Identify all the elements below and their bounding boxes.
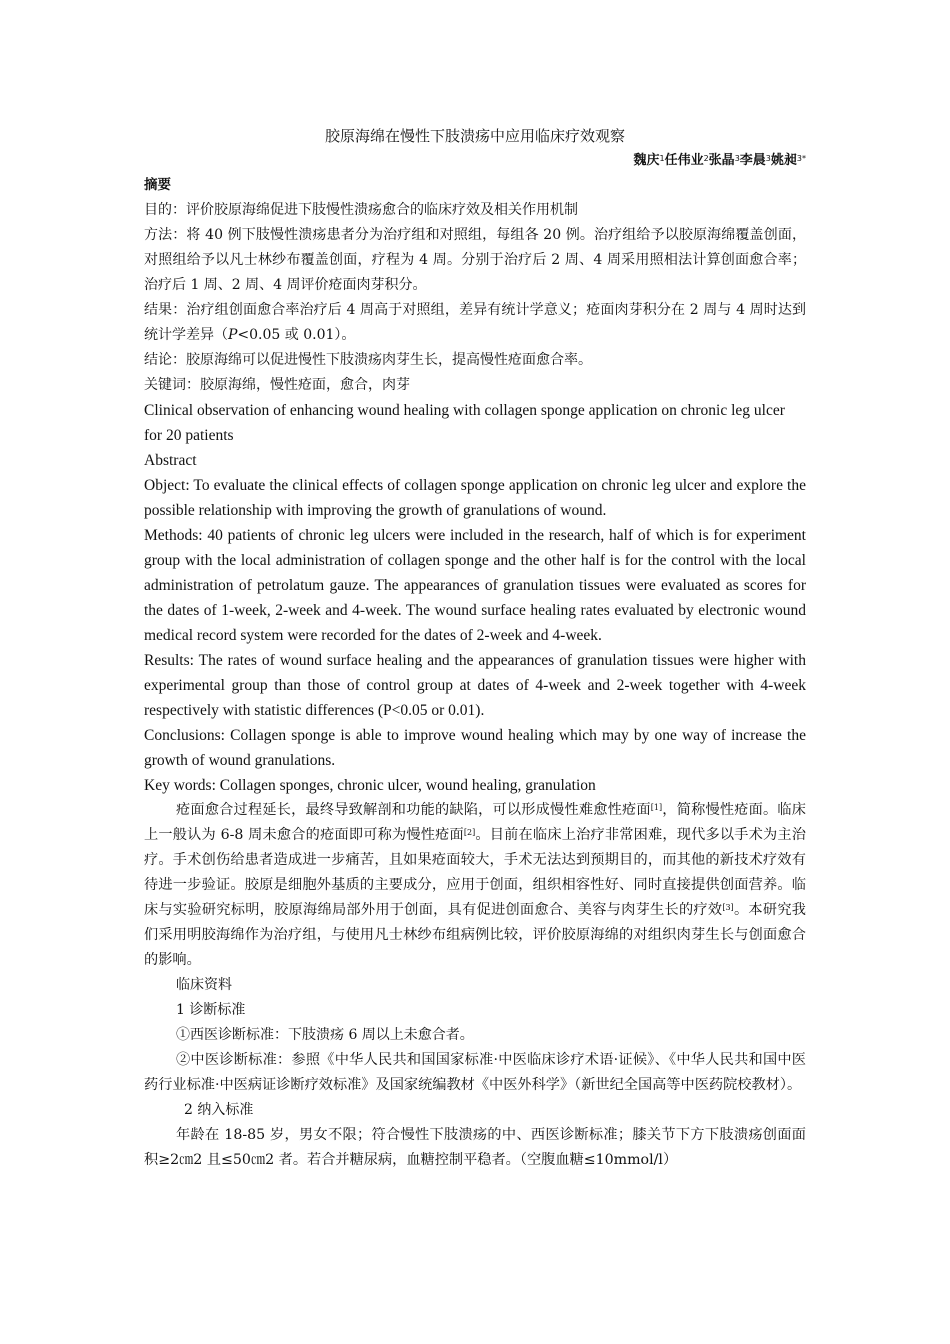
diagnosis-heading: 1 诊断标准 xyxy=(176,1002,246,1018)
abstract-cn-methods: 方法：将 40 例下肢慢性溃疡患者分为治疗组和对照组，每组各 20 例。治疗组给予以胶原海绵覆盖创面，对照组给予以凡士林纱布覆盖创面，疗程为 4 周。分别于治疗后 2 周、4 周采用照相法计算创面愈合率；治疗后 1 周、2 周、4 周评价疮面肉芽积分。 xyxy=(144,227,806,293)
abstract-en-object: Object: To evaluate the clinical effects of collagen sponge application on chronic leg ulcer and explore the possible relationship with improving the growth of granulations of wound. xyxy=(144,477,806,519)
author-affiliation: 3 xyxy=(734,154,740,163)
author-name: 李晨 xyxy=(739,153,766,168)
author-name: 任伟业 xyxy=(664,153,704,168)
diagnosis-western: ①西医诊断标准：下肢溃疡 6 周以上未愈合者。 xyxy=(176,1027,474,1043)
inclusion-text: 年龄在 18-85 岁，男女不限；符合慢性下肢溃疡的中、西医诊断标准；膝关节下方下肢溃疡创面面积≥2㎝2 且≤50㎝2 者。若合并糖尿病，血糖控制平稳者。（空腹血糖≤10mmol/l） xyxy=(144,1127,806,1168)
author-affiliation: 3 xyxy=(765,154,771,163)
abstract-cn-keywords: 关键词：胶原海绵，慢性疮面，愈合，肉芽 xyxy=(144,377,410,393)
abstract-en-keywords: Key words: Collagen sponges, chronic ulcer, wound healing, granulation xyxy=(144,777,596,794)
paper-title: 胶原海绵在慢性下肢溃疡中应用临床疗效观察 xyxy=(324,127,625,145)
abstract-en-conclusions: Conclusions: Collagen sponge is able to improve wound healing which may by one way of increase the growth of wound granulations. xyxy=(144,727,806,769)
inclusion-heading: 2 纳入标准 xyxy=(184,1102,254,1118)
english-title: Clinical observation of enhancing wound healing with collagen sponge application on chronic leg ulcer for 20 patients xyxy=(144,402,785,444)
abstract-cn-results xyxy=(144,298,806,348)
author-affiliation: 3* xyxy=(796,154,806,163)
citation-ref: [1] xyxy=(650,803,663,812)
author-affiliation: 2 xyxy=(703,154,709,163)
intro-text: ，简称慢性疮面。临床上一般认为 6-8 周未愈合的疮面即可称为慢性疮面 xyxy=(144,802,806,843)
abstract-cn-heading: 摘要 xyxy=(144,177,171,193)
intro-text: 。本研究我们采用明胶海绵作为治疗组，与使用凡士林纱布组病例比较，评价胶原海绵的对组织肉芽生长与创面愈合的影响。 xyxy=(144,902,806,968)
author-name: 张晶 xyxy=(708,153,735,168)
author-name: 姚昶 xyxy=(770,153,797,168)
intro-text: 疮面愈合过程延长，最终导致解剖和功能的缺陷，可以形成慢性难愈性疮面 xyxy=(176,802,651,818)
citation-ref: [3] xyxy=(722,903,734,912)
author-name: 魏庆 xyxy=(633,153,660,168)
abstract-en-results: Results: The rates of wound surface healing and the appearances of granulation tissues were higher with experimental group than those of control group at dates of 4-week and 2-week together with 4-week respectively with statistic differences (P<0.05 or 0.01). xyxy=(144,652,806,719)
abstract-cn-objective: 目的：评价胶原海绵促进下肢慢性溃疡愈合的临床疗效及相关作用机制 xyxy=(144,202,578,218)
author-line xyxy=(144,149,806,173)
results-text-end: <0.05 或 0.01）。 xyxy=(237,327,356,343)
results-text: 结果：治疗组创面愈合率治疗后 4 周高于对照组，差异有统计学意义；疮面肉芽积分在 2 周与 4 周时达到统计学差异（ xyxy=(144,302,806,343)
abstract-en-methods: Methods: 40 patients of chronic leg ulcers were included in the research, half of which is for experiment group with the local administration of collagen sponge and the other half is for the control with the local administration of petrolatum gauze. The appearances of granulation tissues were evaluated as scores for the dates of 1-week, 2-week and 4-week. The wound surface healing rates evaluated by electronic wound medical record system were recorded for the dates of 2-week and 4-week. xyxy=(144,527,806,644)
introduction-paragraph xyxy=(144,798,806,973)
author-affiliation: 1 xyxy=(659,154,665,163)
intro-text: 。目前在临床上治疗非常困难，现代多以手术为主治疗。手术创伤给患者造成进一步痛苦，且如果疮面较大，手术无法达到预期目的，而其他的新技术疗效有待进一步验证。胶原是细胞外基质的主要成分，应用于创面，组织相容性好、同时直接提供创面营养。临床与实验研究标明，胶原海绵局部外用于创面，具有促进创面愈合、美容与肉芽生长的疗效 xyxy=(144,827,806,918)
citation-ref: [2] xyxy=(463,828,476,837)
clinical-heading: 临床资料 xyxy=(176,977,232,993)
diagnosis-tcm: ②中医诊断标准：参照《中华人民共和国国家标准·中医临床诊疗术语·证候》、《中华人民共和国中医药行业标准·中医病证诊断疗效标准》及国家统编教材《中医外科学》（新世纪全国高等中医药院校教材）。 xyxy=(144,1052,806,1093)
abstract-cn-conclusion: 结论：胶原海绵可以促进慢性下肢溃疡肉芽生长，提高慢性疮面愈合率。 xyxy=(144,352,592,368)
article-column xyxy=(144,124,806,1173)
p-value-symbol: P xyxy=(228,327,238,343)
abstract-en-heading: Abstract xyxy=(144,452,197,469)
